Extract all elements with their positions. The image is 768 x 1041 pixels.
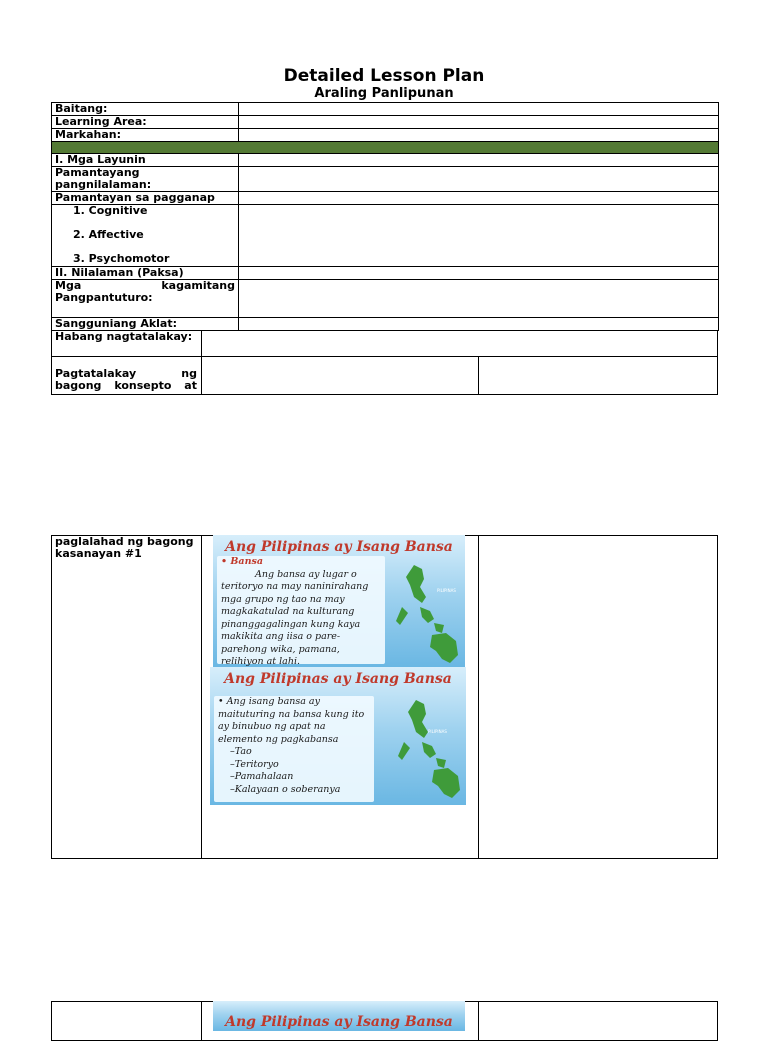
habang-label: Habang nagtatalakay: <box>55 330 193 343</box>
paglalahad-right-cell[interactable] <box>478 535 718 859</box>
sanggunian-label: Sangguniang Aklat: <box>52 318 239 331</box>
slide-image-1 <box>213 535 465 667</box>
nilalaman-value[interactable] <box>239 267 719 280</box>
pagtatalakay-label-cell <box>51 356 202 395</box>
slide2-item-pamahalaan: –Pamahalaan <box>230 771 294 782</box>
paglalahad-label: paglalahad ng bagong kasanayan #1 <box>55 535 194 560</box>
section-divider <box>52 142 719 154</box>
baitang-label: Baitang: <box>52 103 239 116</box>
pagganap-label: Pamantayan sa pagganap <box>52 192 239 205</box>
slide1-bullet: • Bansa <box>221 556 263 567</box>
pamantayang-value[interactable] <box>239 167 719 192</box>
pagtatalakay-right-cell[interactable] <box>478 356 718 395</box>
habang-label-cell <box>51 330 202 357</box>
slide2-item-kalayaan: –Kalayaan o soberanya <box>230 783 341 795</box>
objectives-value[interactable] <box>239 205 719 267</box>
slide1-text-panel <box>217 556 385 667</box>
pagganap-value[interactable] <box>239 192 719 205</box>
slide2-text-panel <box>214 696 374 802</box>
markahan-value[interactable] <box>239 129 719 142</box>
kagamitang-line1: Mga kagamitang <box>55 279 235 292</box>
slide2-title: Ang Pilipinas ay Isang Bansa <box>224 671 452 687</box>
philippines-map-icon <box>398 697 464 803</box>
page3-label-cell <box>51 1001 202 1041</box>
pamantayang-label: Pamantayang pangnilalaman: <box>52 167 239 192</box>
slide-image-2 <box>210 667 466 805</box>
learning-area-label: Learning Area: <box>52 116 239 129</box>
document-subtitle: Araling Panlipunan <box>314 86 454 101</box>
document-title: Detailed Lesson Plan <box>283 66 485 86</box>
baitang-value[interactable] <box>239 103 719 116</box>
slide2-intro: • Ang isang bansa ay maituturing na bansa kung ito ay binubuo ng apat na elemento ng pagkabansa <box>218 696 365 745</box>
layunin-label: I. Mga Layunin <box>52 154 239 167</box>
objective-psychomotor: 3. Psychomotor <box>73 252 170 265</box>
page3-right-cell[interactable] <box>478 1001 718 1041</box>
slide1-title: Ang Pilipinas ay Isang Bansa <box>225 539 453 555</box>
slide1-map-label: PILIPINAS <box>437 588 456 593</box>
slide-image-3 <box>213 1001 465 1031</box>
pagtatalakay-line1: Pagtatalakay ng <box>55 367 197 380</box>
nilalaman-label: II. Nilalaman (Paksa) <box>52 267 239 280</box>
slide1-body: Ang bansa ay lugar o teritoryo na may naninirahang mga grupo ng tao na may magkakatulad na kulturang pinanggagalingan kung kaya makikita ang iisa o pare-parehong wika, pamana, relihiyon at lahi. <box>221 568 369 667</box>
pagtatalakay-middle-cell[interactable] <box>201 356 479 395</box>
slide3-title: Ang Pilipinas ay Isang Bansa <box>225 1014 453 1030</box>
kagamitang-label <box>52 280 239 318</box>
slide2-item-tao: –Tao <box>230 746 252 757</box>
slide2-item-teritoryo: –Teritoryo <box>230 758 279 770</box>
objective-affective: 2. Affective <box>73 228 144 241</box>
kagamitang-line2: Pangpantuturo: <box>55 291 153 304</box>
kagamitang-value[interactable] <box>239 280 719 318</box>
learning-area-value[interactable] <box>239 116 719 129</box>
philippines-map-icon <box>396 563 462 667</box>
objective-cognitive: 1. Cognitive <box>73 204 148 217</box>
habang-green-bar <box>201 330 718 357</box>
objectives-cell <box>52 205 239 267</box>
layunin-value[interactable] <box>239 154 719 167</box>
paglalahad-label-cell <box>51 535 202 859</box>
markahan-label: Markahan: <box>52 129 239 142</box>
lesson-plan-table <box>51 102 719 331</box>
sanggunian-value[interactable] <box>239 318 719 331</box>
pagtatalakay-line2: bagong konsepto at <box>55 379 197 392</box>
slide2-map-label: PILIPINAS <box>428 729 447 734</box>
